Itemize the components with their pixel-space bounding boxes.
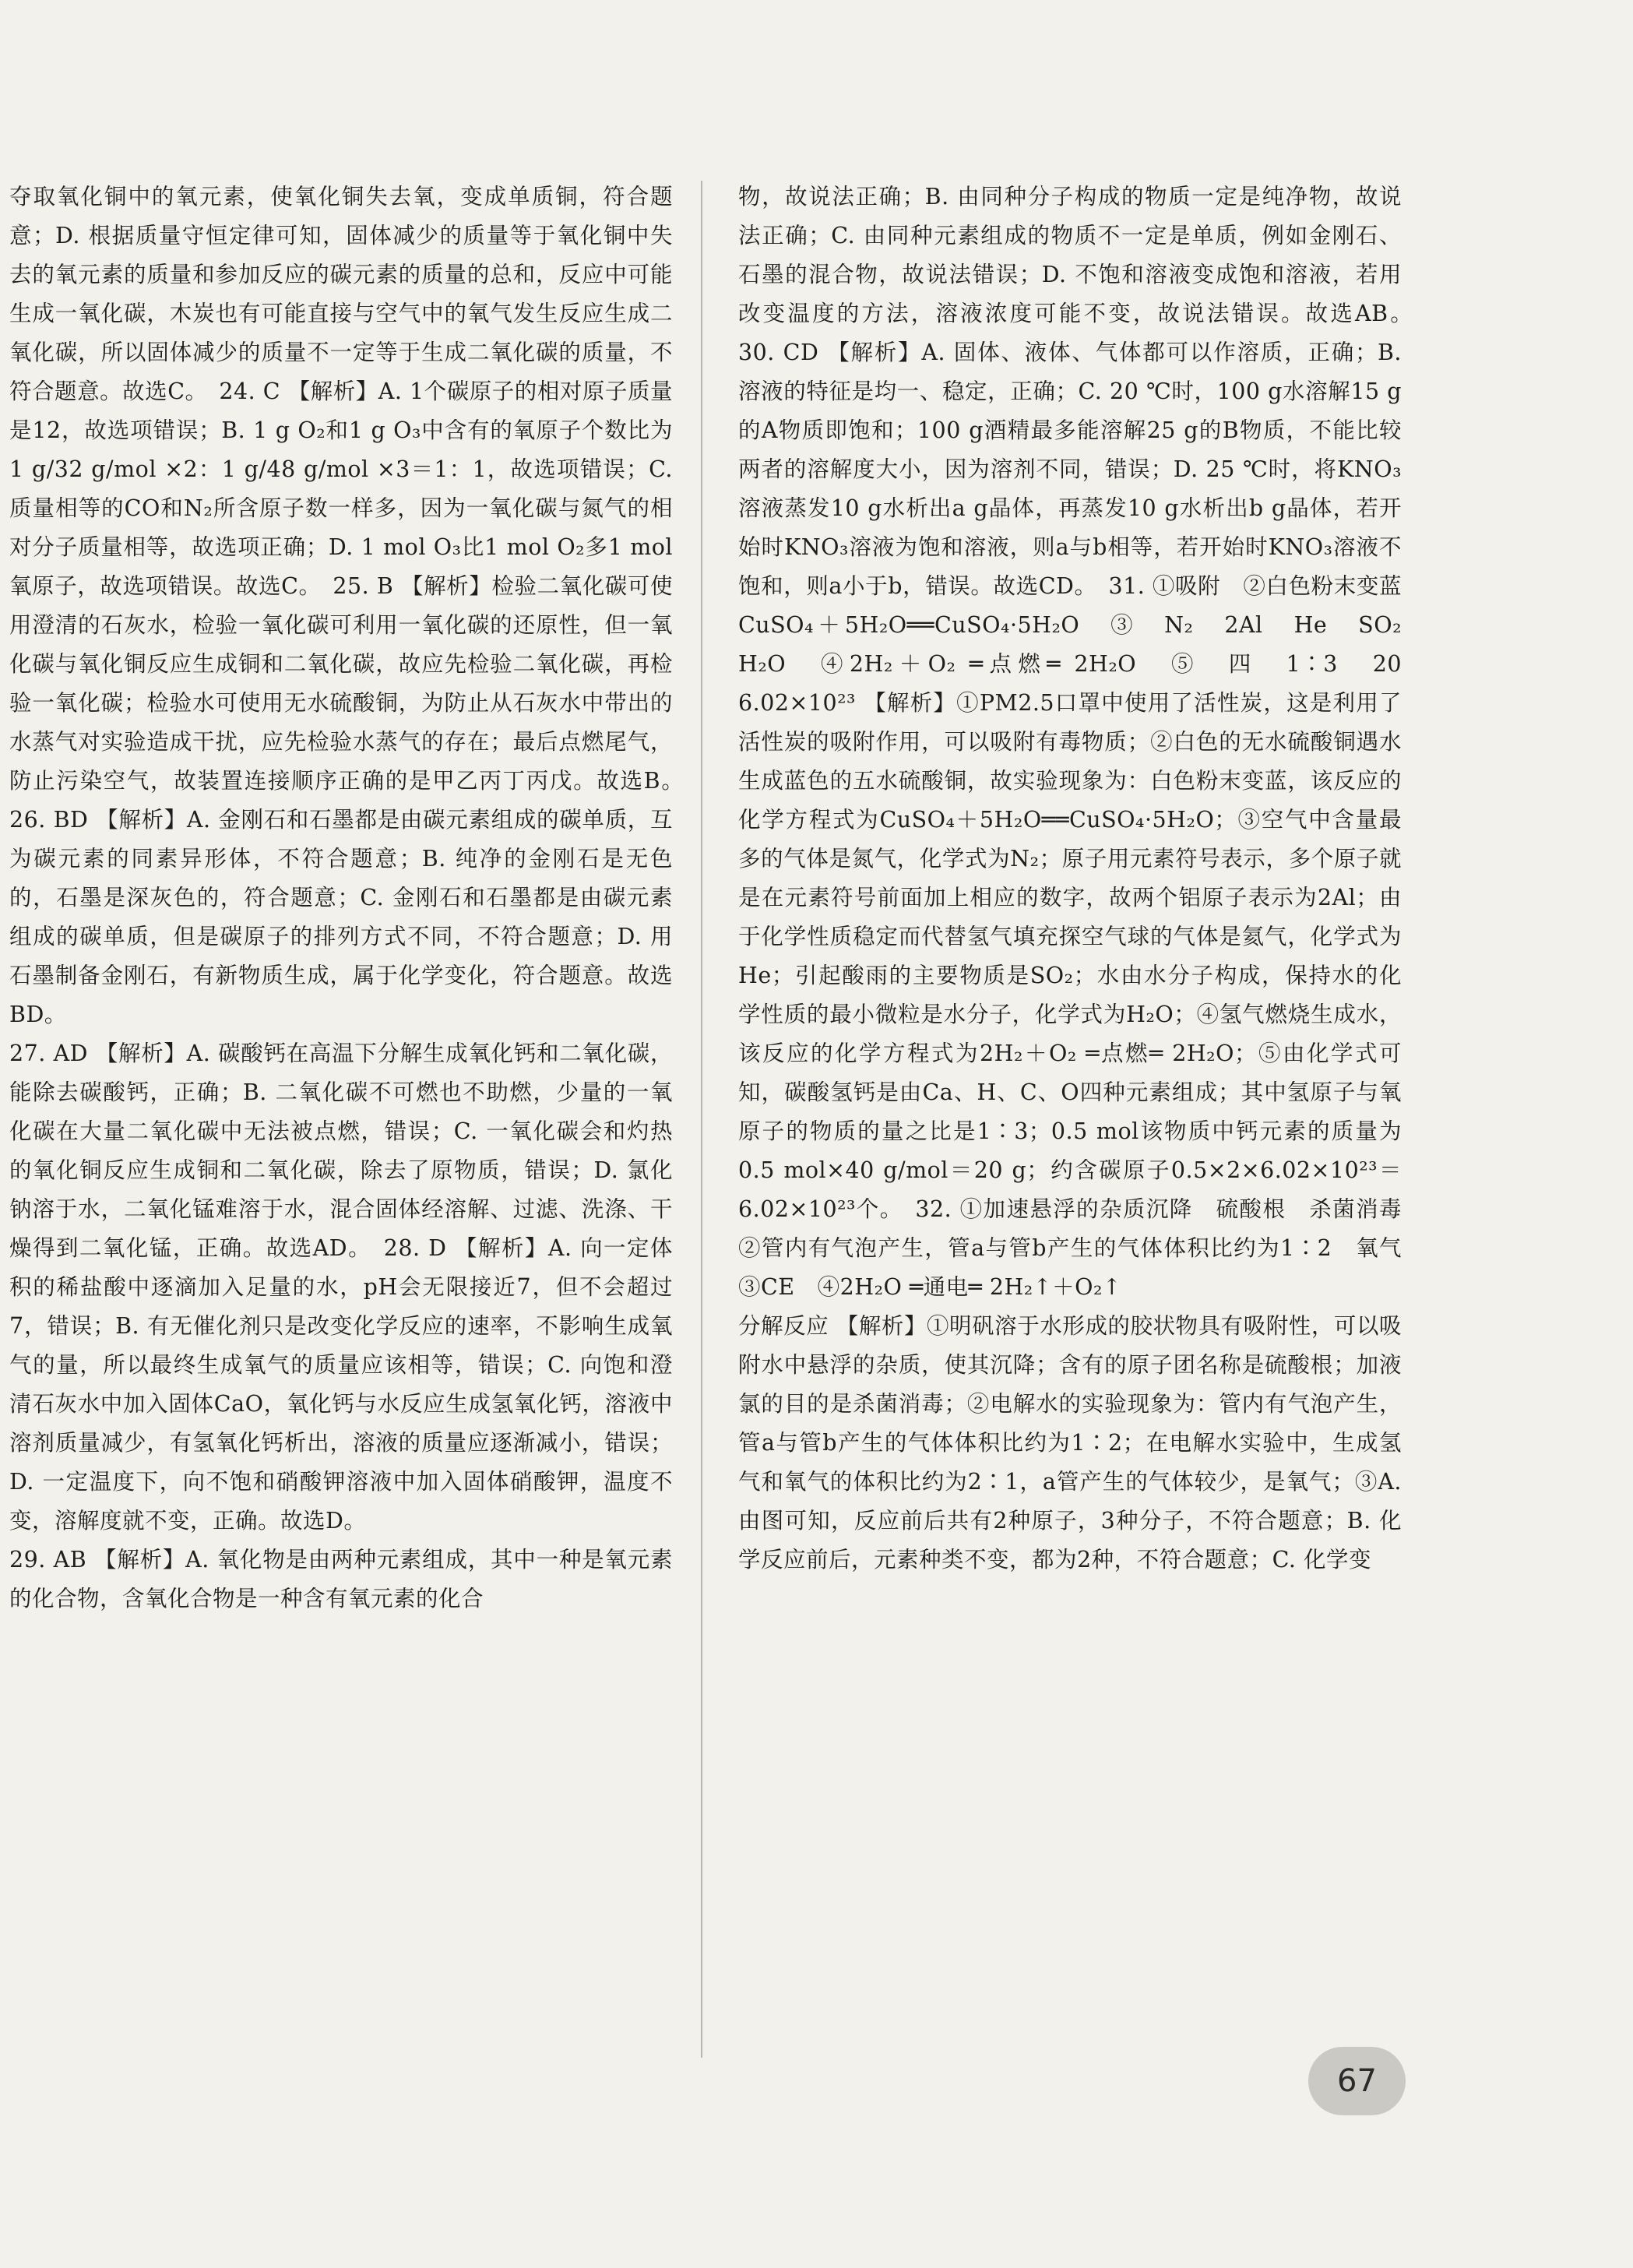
paragraph: 分解反应 【解析】①明矾溶于水形成的胶状物具有吸附性，可以吸附水中悬浮的杂质，使其沉降；含有的原子团名称是硫酸根；加液氯的目的是杀菌消毒；②电解水的实验现象为：管内有气泡产生，管a与管b产生的气体体积比约为1∶2；在电解水实验中，生成氢气和氧气的体积比约为2∶1，a管产生的气体较少，是氧气；③A. 由图可知，反应前后共有2种原子，3种分子，不符合题意；B. 化学反应前后，元素种类不变，都为2种，不符合题意；C. 化学变 xyxy=(738,1313,1402,1572)
paragraph: 夺取氧化铜中的氧元素，使氧化铜失去氧，变成单质铜，符合题意；D. 根据质量守恒定律可知，固体减少的质量等于氧化铜中失去的氧元素的质量和参加反应的碳元素的质量的总和，反应中可能生成一氧化碳，木炭也有可能直接与空气中的氧气发生反应生成二氧化碳，所以固体减少的质量不一定等于生成二氧化碳的质量，不符合题意。故选C。 24. C 【解析】A. 1个碳原子的相对原子质量是12，故选项错误；B. 1 g O₂和1 g O₃中含有的氧原子个数比为 1 g/32 g/mol ×2：1 g/48 g/mol ×3＝1：1，故选项错误；C. 质量相等的CO和N₂所含原子数一样多，因为一氧化碳与氮气的相对分子质量相等，故选项正确；D. 1 mol O₃比1 mol O₂多1 mol氧原子，故选项错误。故选C。 25. B 【解析】检验二氧化碳可使用澄清的石灰水，检验一氧化碳可利用一氧化碳的还原性，但一氧化碳与氧化铜反应生成铜和二氧化碳，故应先检验二氧化碳，再检验一氧化碳；检验水可使用无水硫酸铜，为防止从石灰水中带出的水蒸气对实验造成干扰，应先检验水蒸气的存在；最后点燃尾气，防止污染空气，故装置连接顺序正确的是甲乙丙丁丙戊。故选B。 26. BD 【解析】A. 金刚石和石墨都是由碳元素组成的碳单质，互为碳元素的同素异形体，不符合题意；B. 纯净的金刚石是无色的，石墨是深灰色的，符合题意；C. 金刚石和石墨都是由碳元素组成的碳单质，但是碳原子的排列方式不同，不符合题意；D. 用石墨制备金刚石，有新物质生成，属于化学变化，符合题意。故选BD。 xyxy=(9,184,696,1027)
page-number: 67 xyxy=(1308,2047,1406,2115)
left-column xyxy=(9,178,696,1618)
paragraph: 物，故说法正确；B. 由同种分子构成的物质一定是纯净物，故说法正确；C. 由同种元素组成的物质不一定是单质，例如金刚石、石墨的混合物，故说法错误；D. 不饱和溶液变成饱和溶液，若用改变温度的方法，溶液浓度可能不变，故说法错误。故选AB。 30. CD 【解析】A. 固体、液体、气体都可以作溶质，正确；B. 溶液的特征是均一、稳定，正确；C. 20 ℃时，100 g水溶解15 g的A物质即饱和；100 g酒精最多能溶解25 g的B物质，不能比较两者的溶解度大小，因为溶剂不同，错误；D. 25 ℃时，将KNO₃溶液蒸发10 g水析出a g晶体，再蒸发10 g水析出b g晶体，若开始时KNO₃溶液为饱和溶液，则a与b相等，若开始时KNO₃溶液不饱和，则a小于b，错误。故选CD。 31. ①吸附 ②白色粉末变蓝 CuSO₄＋5H₂O══CuSO₄·5H₂O ③ N₂ 2Al He SO₂ H₂O ④2H₂＋O₂ ═点燃═ 2H₂O ⑤ 四 1∶3 20 6.02×10²³ 【解析】①PM2.5口罩中使用了活性炭，这是利用了活性炭的吸附作用，可以吸附有毒物质；②白色的无水硫酸铜遇水生成蓝色的五水硫酸铜，故实验现象为：白色粉末变蓝，该反应的化学方程式为CuSO₄＋5H₂O══CuSO₄·5H₂O；③空气中含量最多的气体是氮气，化学式为N₂；原子用元素符号表示，多个原子就是在元素符号前面加上相应的数字，故两个铝原子表示为2Al；由于化学性质稳定而代替氢气填充探空气球的气体是氦气，化学式为He；引起酸雨的主要物质是SO₂；水由水分子构成，保持水的化学性质的最小微粒是水分子，化学式为H₂O；④氢气燃烧生成水，该反应的化学方程式为2H₂＋O₂ ═点燃═ 2H₂O；⑤由化学式可知，碳酸氢钙是由Ca、H、C、O四种元素组成；其中氢原子与氧原子的物质的量之比是1∶3；0.5 mol该物质中钙元素的质量为0.5 mol×40 g/mol＝20 g；约含碳原子0.5×2×6.02×10²³＝6.02×10²³个。 32. ①加速悬浮的杂质沉降 硫酸根 杀菌消毒 ②管内有气泡产生，管a与管b产生的气体体积比约为1∶2 氧气 ③CE ④2H₂O ═通电═ 2H₂↑＋O₂↑ xyxy=(738,184,1425,1300)
paragraph: 27. AD 【解析】A. 碳酸钙在高温下分解生成氧化钙和二氧化碳，能除去碳酸钙，正确；B. 二氧化碳不可燃也不助燃，少量的一氧化碳在大量二氧化碳中无法被点燃，错误；C. 一氧化碳会和灼热的氧化铜反应生成铜和二氧化碳，除去了原物质，错误；D. 氯化钠溶于水，二氧化锰难溶于水，混合固体经溶解、过滤、洗涤、干燥得到二氧化锰，正确。故选AD。 28. D 【解析】A. 向一定体积的稀盐酸中逐滴加入足量的水，pH会无限接近7，但不会超过7，错误；B. 有无催化剂只是改变化学反应的速率，不影响生成氧气的量，所以最终生成氧气的质量应该相等，错误；C. 向饱和澄清石灰水中加入固体CaO，氧化钙与水反应生成氢氧化钙，溶液中溶剂质量减少，有氢氧化钙析出，溶液的质量应逐渐减小，错误；D. 一定温度下，向不饱和硝酸钾溶液中加入固体硝酸钾，温度不变，溶解度就不变，正确。故选D。 xyxy=(9,1041,673,1534)
column-divider xyxy=(701,181,702,2058)
paragraph: 29. AB 【解析】A. 氧化物是由两种元素组成，其中一种是氧元素的化合物，含氧化合物是一种含有氧元素的化合 xyxy=(9,1547,673,1611)
right-column xyxy=(738,178,1425,1580)
